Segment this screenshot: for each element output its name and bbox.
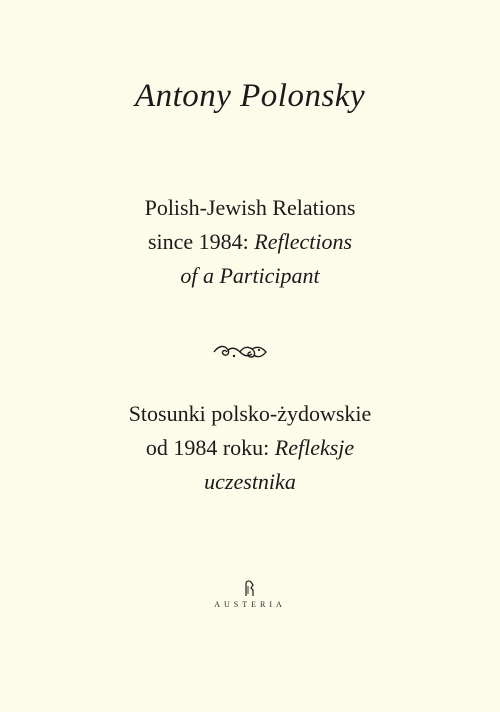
title-english-line-2-plain: since 1984: [147,229,255,254]
title-polish-line-3 [0,465,500,499]
floral-flourish-icon [211,341,269,363]
title-english [0,191,500,293]
title-polish-line-3-italic: uczestnika [204,469,296,494]
title-polish-line-1: Stosunki polsko-żydowskie [128,401,372,426]
title-polish-line-2-plain: od 1984 roku: [145,435,275,460]
title-english-line-1: Polish-Jewish Relations [144,195,356,220]
title-polish-line-2 [0,431,500,465]
title-english-line-2-italic: Reflections [254,229,353,254]
title-polish-line-2-italic: Refleksje [274,435,355,460]
publisher-name: AUSTERIA [214,600,286,609]
title-english-line-3-italic: of a Participant [180,263,320,288]
title-english-line-2 [0,225,500,259]
title-english-line-3 [0,259,500,293]
author-name: Antony Polonsky [134,78,366,114]
title-polish [0,397,500,499]
